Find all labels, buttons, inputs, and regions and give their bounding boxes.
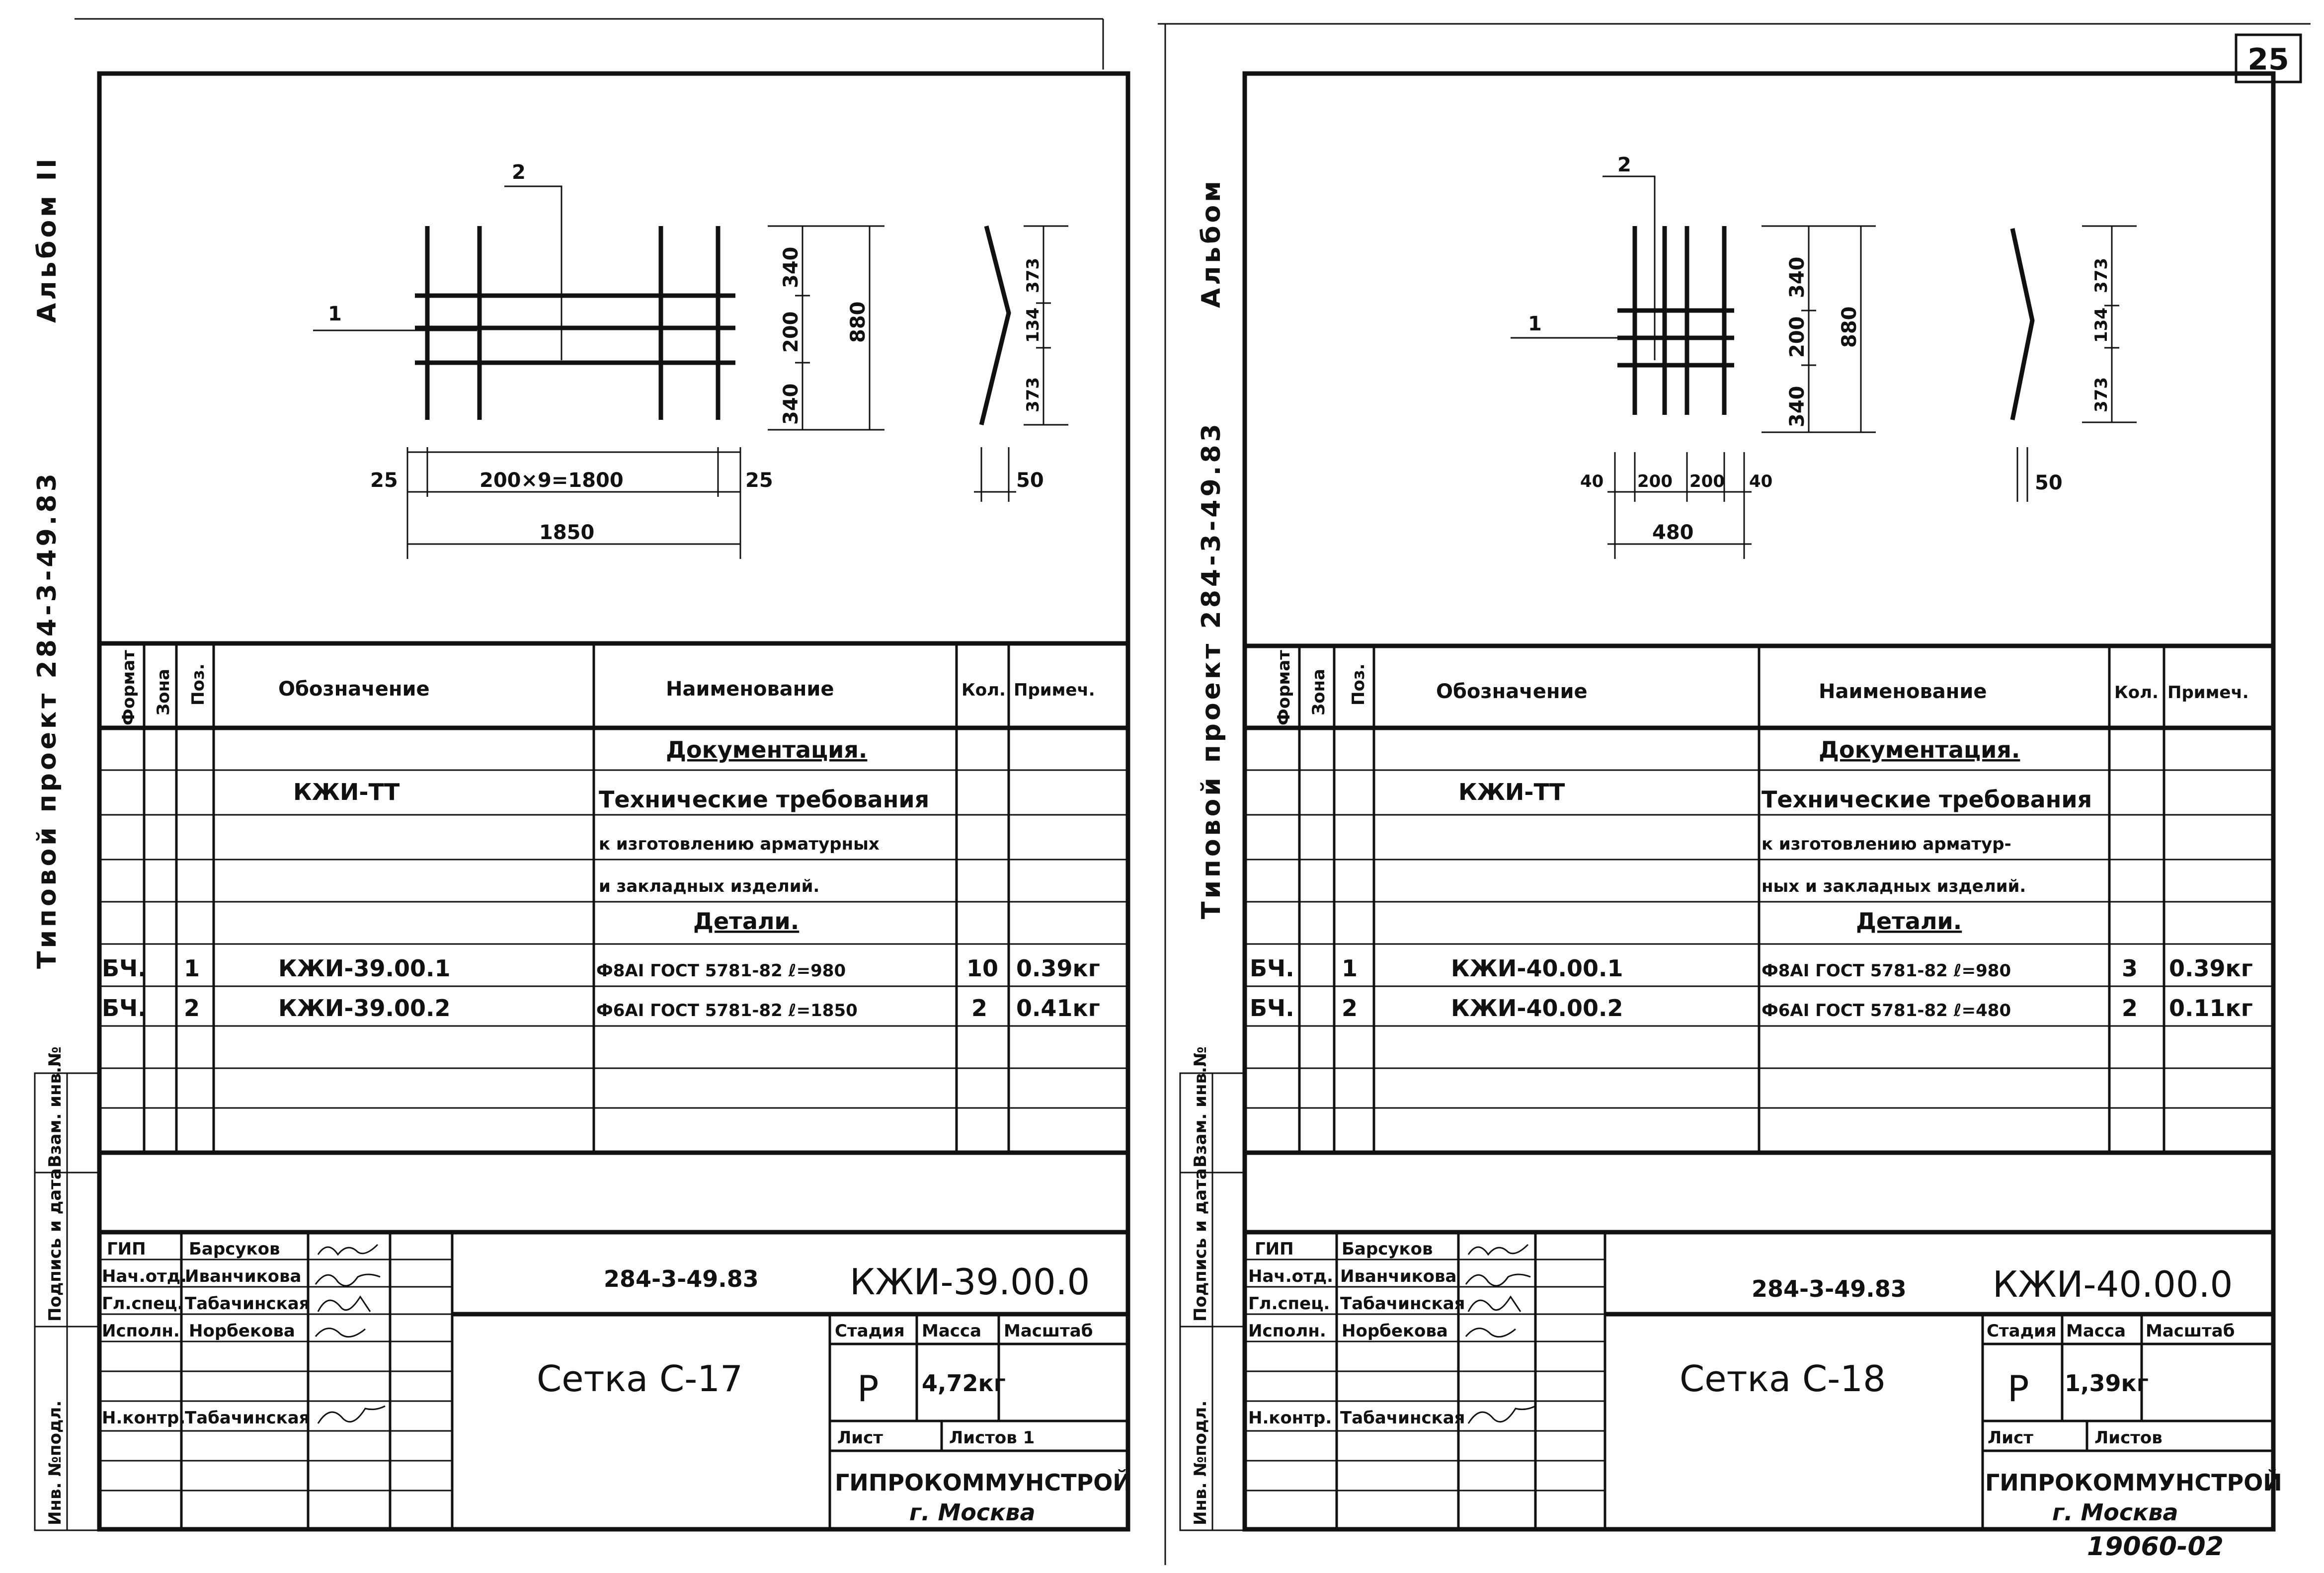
- svg-text:КЖИ-39.00.1: КЖИ-39.00.1: [278, 955, 451, 982]
- svg-text:Стадия: Стадия: [835, 1321, 905, 1341]
- table-row: [102, 955, 1100, 982]
- svg-text:0.39кг: 0.39кг: [2169, 955, 2253, 982]
- svg-text:г. Москва: г. Москва: [2052, 1499, 2178, 1526]
- svg-text:БЧ.: БЧ.: [102, 995, 147, 1022]
- margin-stamp-right: [1180, 1046, 1245, 1530]
- svg-text:Ф6АI ГОСТ 5781-82 ℓ=480: Ф6АI ГОСТ 5781-82 ℓ=480: [1762, 1001, 2011, 1021]
- svg-text:Обозначение: Обозначение: [278, 678, 430, 701]
- svg-text:Сетка С-18: Сетка С-18: [1680, 1358, 1886, 1400]
- svg-text:Стадия: Стадия: [1987, 1321, 2057, 1341]
- svg-text:25: 25: [370, 469, 398, 492]
- table-row: [1250, 955, 2253, 982]
- table-row: [1250, 995, 2253, 1022]
- title-block-right: [1245, 1232, 2282, 1529]
- svg-text:Технические требования: Технические требования: [1762, 786, 2092, 813]
- svg-text:2: 2: [1342, 995, 1358, 1022]
- svg-text:Обозначение: Обозначение: [1436, 680, 1588, 703]
- svg-text:Примеч.: Примеч.: [2167, 683, 2249, 703]
- svg-text:БЧ.: БЧ.: [1250, 955, 1294, 982]
- svg-text:1: 1: [1342, 955, 1358, 982]
- svg-text:340: 340: [1786, 256, 1809, 298]
- svg-text:Масса: Масса: [2066, 1321, 2126, 1341]
- svg-text:Листов: Листов: [2094, 1428, 2163, 1448]
- svg-text:Норбекова: Норбекова: [189, 1321, 295, 1341]
- svg-text:2: 2: [2122, 995, 2138, 1022]
- svg-text:Инв. №подл.: Инв. №подл.: [1191, 1400, 1210, 1525]
- svg-text:1,39кг: 1,39кг: [2065, 1370, 2149, 1397]
- svg-text:50: 50: [1016, 469, 1044, 492]
- svg-text:Лист: Лист: [1988, 1428, 2033, 1448]
- svg-text:Формат: Формат: [119, 650, 139, 725]
- left-sheet: [99, 74, 1132, 1529]
- svg-text:КЖИ-ТТ: КЖИ-ТТ: [293, 779, 400, 805]
- margin-stamp-left: [35, 1046, 99, 1530]
- svg-text:Норбекова: Норбекова: [1342, 1321, 1448, 1341]
- svg-text:50: 50: [2035, 472, 2063, 494]
- project-label-left: Типовой проект 284-3-49.83: [32, 471, 62, 969]
- svg-text:Табачинская: Табачинская: [185, 1294, 310, 1314]
- svg-text:25: 25: [745, 469, 773, 492]
- svg-text:2: 2: [971, 995, 988, 1022]
- svg-text:Ф6АI ГОСТ 5781-82 ℓ=1850: Ф6АI ГОСТ 5781-82 ℓ=1850: [596, 1001, 858, 1021]
- svg-text:к изготовлению арматур-: к изготовлению арматур-: [1762, 834, 2011, 854]
- right-sheet: [1245, 74, 2282, 1529]
- svg-text:КЖИ-40.00.1: КЖИ-40.00.1: [1451, 955, 1623, 982]
- svg-text:Н.контр.: Н.контр.: [1248, 1408, 1332, 1428]
- svg-text:Гл.спец.: Гл.спец.: [102, 1294, 184, 1314]
- svg-text:134: 134: [2091, 308, 2111, 343]
- position-1-label: 1: [328, 303, 342, 325]
- svg-text:340: 340: [780, 246, 802, 288]
- svg-text:373: 373: [2091, 377, 2111, 412]
- section-documentation: Документация.: [666, 736, 868, 763]
- svg-text:Подпись и дата: Подпись и дата: [1191, 1168, 1210, 1322]
- svg-text:0.11кг: 0.11кг: [2169, 995, 2253, 1022]
- svg-text:880: 880: [847, 301, 870, 343]
- svg-text:2: 2: [184, 995, 200, 1022]
- svg-text:Взам. инв.№: Взам. инв.№: [45, 1046, 65, 1168]
- svg-text:Наименование: Наименование: [666, 678, 834, 701]
- mesh-drawing-c18: [1511, 154, 2137, 559]
- svg-text:Поз.: Поз.: [188, 663, 208, 706]
- svg-text:0.41кг: 0.41кг: [1016, 995, 1100, 1022]
- spec-table-left: [99, 643, 1128, 1153]
- svg-text:Исполн.: Исполн.: [1248, 1321, 1326, 1341]
- svg-text:200: 200: [1637, 472, 1673, 491]
- svg-text:Нач.отд.: Нач.отд.: [102, 1266, 187, 1286]
- svg-text:Иванчикова: Иванчикова: [185, 1266, 302, 1286]
- svg-text:Документация.: Документация.: [1819, 736, 2020, 763]
- svg-text:Табачинская: Табачинская: [185, 1408, 310, 1428]
- svg-text:Зона: Зона: [1309, 669, 1329, 715]
- svg-text:Ф8АI ГОСТ 5781-82 ℓ=980: Ф8АI ГОСТ 5781-82 ℓ=980: [596, 961, 846, 981]
- album-label-left: Альбом II: [32, 156, 62, 323]
- project-number: 284-3-49.83: [604, 1265, 759, 1292]
- svg-text:и закладных изделий.: и закладных изделий.: [599, 876, 820, 896]
- svg-text:КЖИ-39.00.2: КЖИ-39.00.2: [278, 995, 451, 1022]
- svg-text:1: 1: [1528, 313, 1542, 335]
- svg-text:1: 1: [184, 955, 200, 982]
- svg-text:Р: Р: [857, 1368, 879, 1410]
- svg-text:Масштаб: Масштаб: [2146, 1321, 2235, 1341]
- svg-text:880: 880: [1838, 306, 1861, 348]
- svg-text:40: 40: [1749, 472, 1773, 491]
- album-label-right: Альбом: [1197, 178, 1226, 308]
- svg-text:ных и закладных изделий.: ных и закладных изделий.: [1762, 876, 2026, 896]
- project-label-right: Типовой проект 284-3-49.83: [1197, 421, 1226, 919]
- table-row: [102, 995, 1100, 1022]
- drawing-title: Сетка С-17: [537, 1358, 743, 1400]
- svg-text:200: 200: [1689, 472, 1725, 491]
- svg-text:Барсуков: Барсуков: [189, 1239, 280, 1259]
- svg-text:Технические требования: Технические требования: [599, 786, 930, 813]
- svg-text:Ф8АI ГОСТ 5781-82 ℓ=980: Ф8АI ГОСТ 5781-82 ℓ=980: [1762, 961, 2011, 981]
- svg-text:Масса: Масса: [922, 1321, 982, 1341]
- drawing-designation: КЖИ-39.00.0: [850, 1261, 1090, 1303]
- svg-text:340: 340: [780, 383, 802, 425]
- svg-text:Гл.спец.: Гл.спец.: [1248, 1294, 1330, 1314]
- svg-text:ГИПРОКОММУНСТРОЙ: ГИПРОКОММУНСТРОЙ: [1985, 1469, 2282, 1496]
- svg-text:Масштаб: Масштаб: [1004, 1321, 1093, 1341]
- svg-text:ГИП: ГИП: [107, 1239, 146, 1259]
- svg-text:40: 40: [1580, 472, 1604, 491]
- svg-text:Инв. №подл.: Инв. №подл.: [45, 1400, 65, 1525]
- mesh-drawing-c17: [313, 161, 1068, 559]
- svg-text:БЧ.: БЧ.: [1250, 995, 1294, 1022]
- page-number: 25: [2247, 42, 2289, 77]
- svg-text:Исполн.: Исполн.: [102, 1321, 180, 1341]
- svg-text:БЧ.: БЧ.: [102, 955, 147, 982]
- svg-text:КЖИ-ТТ: КЖИ-ТТ: [1458, 779, 1565, 805]
- svg-text:г. Москва: г. Москва: [909, 1499, 1036, 1526]
- svg-text:КЖИ-40.00.2: КЖИ-40.00.2: [1451, 995, 1623, 1022]
- svg-text:373: 373: [2091, 258, 2111, 293]
- svg-text:373: 373: [1023, 258, 1043, 293]
- spec-table-right: [1245, 646, 2273, 1153]
- svg-text:Р: Р: [2007, 1368, 2029, 1410]
- svg-text:3: 3: [2122, 955, 2138, 982]
- svg-text:1850: 1850: [539, 521, 595, 544]
- svg-text:Табачинская: Табачинская: [1340, 1294, 1465, 1314]
- title-block-left: [99, 1232, 1132, 1529]
- svg-text:340: 340: [1786, 386, 1809, 427]
- section-details: Детали.: [693, 908, 800, 935]
- svg-text:200×9=1800: 200×9=1800: [480, 469, 624, 492]
- svg-text:134: 134: [1023, 308, 1043, 343]
- svg-text:2: 2: [1617, 154, 1631, 176]
- svg-text:Зона: Зона: [154, 669, 173, 715]
- bottom-archive-code: 19060-02: [2087, 1532, 2224, 1562]
- svg-text:200: 200: [1786, 316, 1809, 358]
- svg-text:Подпись и дата: Подпись и дата: [45, 1168, 65, 1322]
- svg-text:Н.контр.: Н.контр.: [102, 1408, 186, 1428]
- svg-text:Барсуков: Барсуков: [1342, 1239, 1433, 1259]
- svg-text:10: 10: [966, 955, 999, 982]
- organization-name: ГИПРОКОММУНСТРОЙ: [835, 1469, 1132, 1496]
- svg-text:КЖИ-40.00.0: КЖИ-40.00.0: [1993, 1263, 2233, 1305]
- svg-text:Иванчикова: Иванчикова: [1340, 1266, 1457, 1286]
- svg-text:Кол.: Кол.: [962, 680, 1006, 700]
- svg-text:Наименование: Наименование: [1819, 680, 1987, 703]
- position-2-label: 2: [512, 161, 526, 184]
- svg-text:Лист: Лист: [837, 1428, 883, 1448]
- svg-text:Кол.: Кол.: [2114, 683, 2159, 703]
- svg-text:Листов 1: Листов 1: [949, 1428, 1035, 1448]
- svg-text:Примеч.: Примеч.: [1014, 680, 1095, 700]
- svg-text:200: 200: [780, 311, 802, 353]
- svg-text:Табачинская: Табачинская: [1340, 1408, 1465, 1428]
- svg-text:284-3-49.83: 284-3-49.83: [1752, 1275, 1907, 1302]
- svg-text:0.39кг: 0.39кг: [1016, 955, 1100, 982]
- svg-text:Детали.: Детали.: [1856, 908, 1962, 935]
- svg-text:к изготовлению арматурных: к изготовлению арматурных: [599, 834, 880, 854]
- svg-text:Взам. инв.№: Взам. инв.№: [1191, 1046, 1210, 1168]
- svg-text:Формат: Формат: [1274, 650, 1294, 725]
- svg-text:Нач.отд.: Нач.отд.: [1248, 1266, 1334, 1286]
- svg-text:480: 480: [1652, 521, 1694, 544]
- svg-text:ГИП: ГИП: [1255, 1239, 1294, 1259]
- svg-text:Поз.: Поз.: [1349, 663, 1368, 706]
- svg-text:373: 373: [1023, 377, 1043, 412]
- svg-text:4,72кг: 4,72кг: [922, 1370, 1006, 1397]
